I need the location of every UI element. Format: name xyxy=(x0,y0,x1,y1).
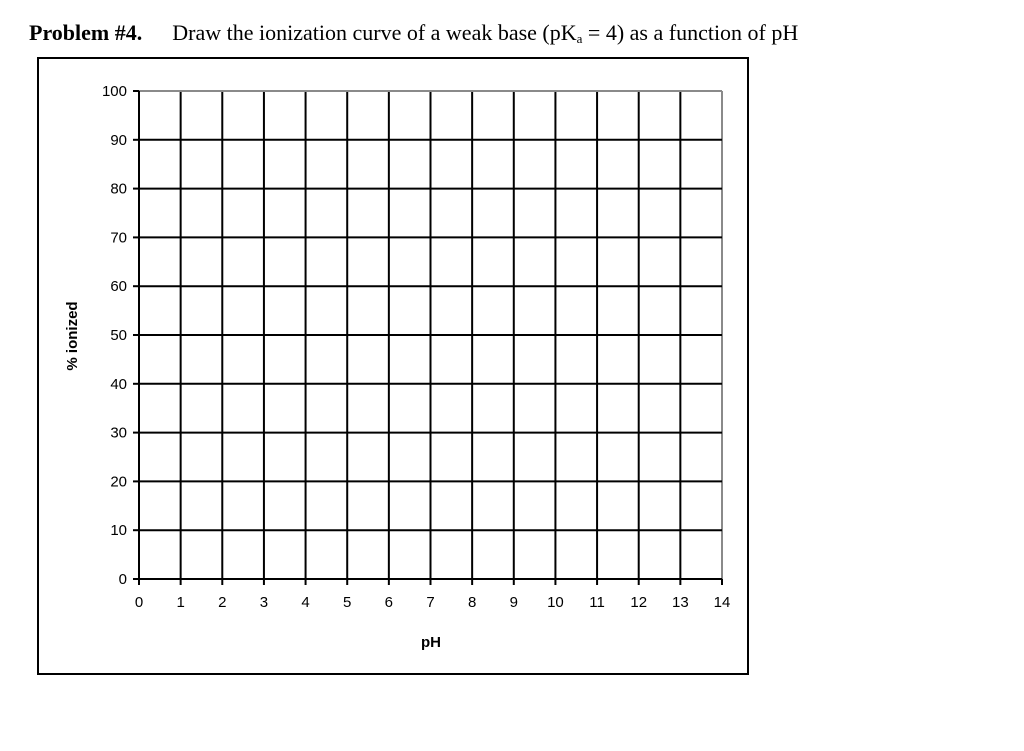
problem-text-after: = 4) as a function of pH xyxy=(582,20,799,45)
x-tick-label: 13 xyxy=(672,594,689,611)
x-tick-label: 3 xyxy=(259,594,269,611)
x-tick-label: 7 xyxy=(426,594,435,611)
y-tick-label: 50 xyxy=(110,327,127,344)
y-tick-label: 80 xyxy=(110,180,127,198)
ionization-chart xyxy=(39,59,747,673)
y-tick-label: 40 xyxy=(110,375,127,393)
x-tick-label: 4 xyxy=(301,594,310,611)
y-tick-label: 10 xyxy=(110,522,127,540)
y-tick-label: 100 xyxy=(101,83,127,100)
problem-number: Problem #4. xyxy=(29,20,143,45)
y-tick-label: 90 xyxy=(110,131,127,149)
x-tick-label: 2 xyxy=(218,594,227,611)
x-tick-label: 8 xyxy=(467,594,477,611)
x-tick-label: 6 xyxy=(384,594,394,611)
problem-heading xyxy=(29,20,798,47)
x-tick-label: 10 xyxy=(547,594,564,611)
x-tick-label: 9 xyxy=(509,594,518,611)
pka-subscript: a xyxy=(576,31,583,46)
x-tick-label: 1 xyxy=(176,594,185,611)
problem-text-before: Draw the ionization curve of a weak base (pK xyxy=(172,20,577,45)
grid-lines xyxy=(139,91,722,579)
y-tick-label: 30 xyxy=(110,424,127,442)
y-axis-label: % ionized xyxy=(64,301,81,371)
y-tick-label: 20 xyxy=(110,473,127,491)
y-tick-label: 70 xyxy=(110,229,127,247)
y-tick-label: 60 xyxy=(110,278,127,296)
x-tick-label: 14 xyxy=(713,594,731,611)
x-tick-label: 0 xyxy=(134,594,144,611)
x-tick-label: 11 xyxy=(589,594,605,611)
x-tick-label: 12 xyxy=(630,594,648,611)
chart-frame xyxy=(37,57,749,675)
tick-labels xyxy=(102,83,730,611)
x-tick-label: 5 xyxy=(343,594,352,611)
x-axis-label: pH xyxy=(421,634,441,651)
y-tick-label: 0 xyxy=(118,571,127,588)
